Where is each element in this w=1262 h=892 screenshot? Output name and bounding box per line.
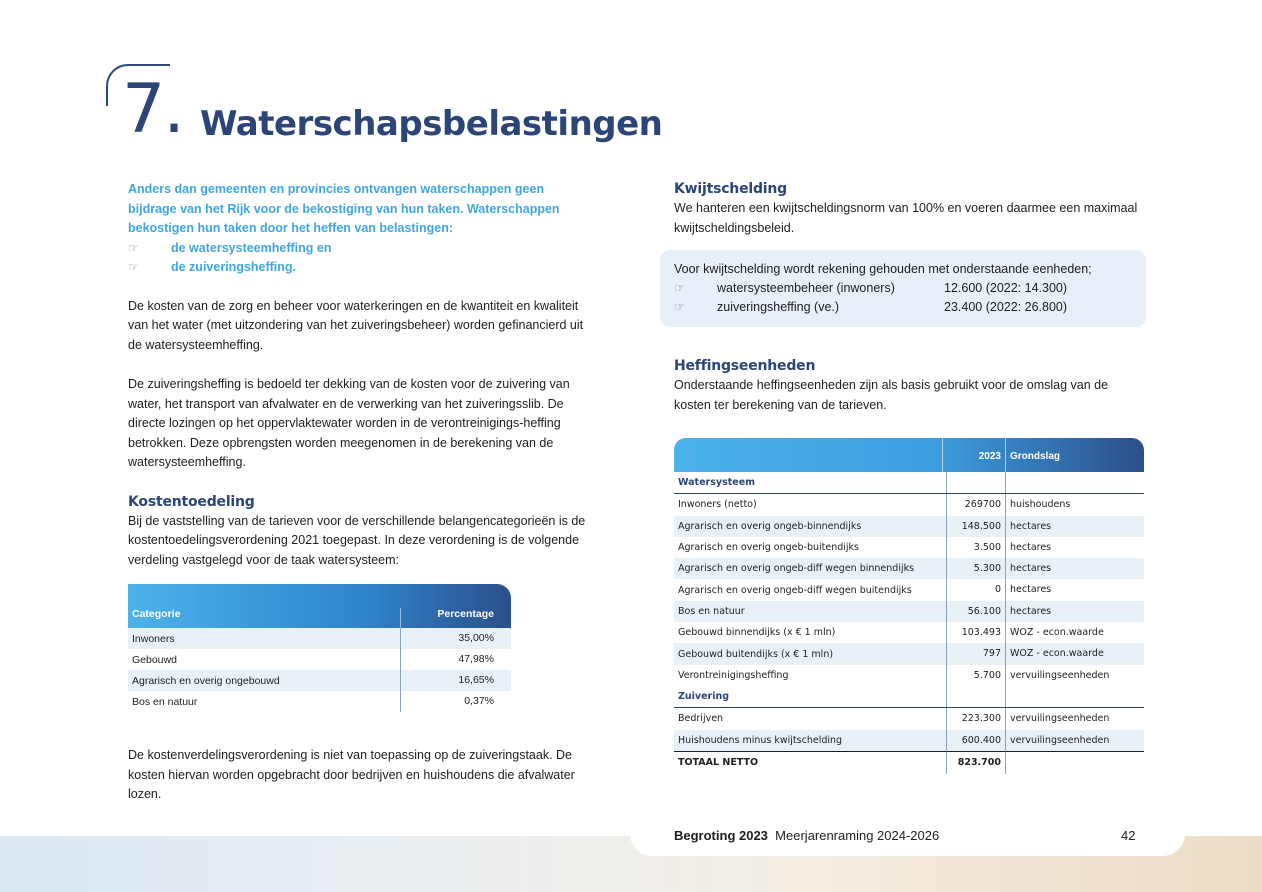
cell-basis [1005,686,1144,707]
pointing-hand-icon: ☞ [674,300,686,314]
cell-basis: hectares [1005,558,1144,579]
infobox-value: 23.400 (2022: 26.800) [944,300,1068,314]
paragraph-kostenverdeling: De kostenverdelingsverordening is niet van toepassing op de zuiveringstaak. De kosten hiervan worden opgebracht door bedrijven en huishoudens die afvalwater lozen. [128,748,575,801]
right-column [674,180,1146,238]
category-table [128,584,511,712]
page-number: 42 [1121,828,1136,843]
cell-label: Watersysteem [678,477,756,489]
intro-text: Anders dan gemeenten en provincies ontvangen waterschappen geen bijdrage van het Rijk voor de bekostiging van hun taken. Waterschappen bekostigen hun taken door het heffen van belastingen: [128,182,560,235]
cell-percentage: 47,98% [400,649,511,670]
cell-value: 0 [946,579,1005,600]
kwijtschelding-infobox [660,250,1146,327]
pointing-hand-icon: ☞ [128,260,139,274]
infobox-label: watersysteembeheer (inwoners) [717,281,895,295]
section-row [674,472,1144,494]
cell-label: Gebouwd buitendijks (x € 1 mln) [678,648,834,660]
cell-value: 797 [946,643,1005,664]
cell-label: Inwoners (netto) [678,499,757,511]
cell-label: Bedrijven [678,713,724,725]
total-row [674,751,1144,773]
heffing-table-body [674,472,1144,773]
cell-value: 148.500 [946,516,1005,537]
heading-heffingseenheden: Heffingseenheden [674,358,816,374]
category-table-header [128,584,511,628]
table-row [674,708,1144,729]
cell-basis: vervuilingseenheden [1005,730,1144,751]
cell-basis: vervuilingseenheden [1005,708,1144,729]
cell-label: Zuivering [678,691,730,703]
section-row [674,686,1144,708]
intro-bullet-text: de zuiveringsheffing. [171,260,297,274]
table-row [128,649,511,670]
cell-percentage: 35,00% [400,628,511,649]
cell-basis: hectares [1005,601,1144,622]
chapter-number: 7. [122,70,183,149]
heffingseenheden-section [674,357,1144,415]
cell-category: Gebouwd [132,653,177,666]
chapter-title: Waterschapsbelastingen [200,104,663,144]
cell-value: 223.300 [946,708,1005,729]
cell-percentage: 0,37% [400,691,511,712]
cell-basis [1005,751,1144,773]
cell-value: 56.100 [946,601,1005,622]
cell-category: Bos en natuur [132,695,198,708]
paragraph-kwijtschelding: We hanteren een kwijtscheldingsnorm van 100% en voeren daarmee een maximaal kwijtscheldingsbeleid. [674,201,1138,235]
cell-label: Agrarisch en overig ongeb-buitendijks [678,542,859,554]
infobox-row [674,298,1092,317]
intro-paragraph [128,180,588,278]
cell-label: TOTAAL NETTO [678,757,759,768]
cell-label: Bos en natuur [678,605,745,617]
cell-basis: huishoudens [1005,494,1144,515]
cell-basis: hectares [1005,579,1144,600]
table-row [674,643,1144,664]
cell-basis [1005,472,1144,493]
paragraph-kostentoedeling: Bij de vaststelling van de tarieven voor de verschillende belangencategorieën is de kostentoedelingsverordening 2021 toegepast. In deze verordening is de volgende verdeling vastgelegd voor de taak watersysteem: [128,513,586,567]
cell-label: Gebouwd binnendijks (x € 1 mln) [678,627,836,639]
header-percentage: Percentage [400,608,511,628]
table-row [674,537,1144,558]
cell-value: 5.700 [946,665,1005,686]
pointing-hand-icon: ☞ [674,281,686,295]
table-row [674,516,1144,537]
intro-bullet [128,239,588,259]
cell-value: 269700 [946,494,1005,515]
cell-value: 5.300 [946,558,1005,579]
cell-basis: WOZ - econ.waarde [1005,622,1144,643]
infobox-intro: Voor kwijtschelding wordt rekening gehouden met onderstaande eenheden; [674,262,1092,276]
paragraph-kosten-zorg: De kosten van de zorg en beheer voor waterkeringen en de kwantiteit en kwaliteit van het water (met uitzondering van het zuiveringsbeheer) worden gefinancierd uit de watersysteemheffing. [128,298,584,352]
footer-subtitle: Meerjarenraming 2024-2026 [775,828,940,843]
table-row [128,628,511,649]
cell-label: Agrarisch en overig ongeb-diff wegen binnendijks [678,563,915,575]
table-row [674,730,1144,751]
intro-bullet [128,258,588,278]
infobox-row [674,279,1092,298]
header-year: 2023 [942,438,1005,472]
table-row [674,622,1144,643]
table-row [674,665,1144,686]
heading-kwijtschelding: Kwijtschelding [674,181,787,197]
header-grondslag: Grondslag [1005,438,1144,472]
heading-kostentoedeling: Kostentoedeling [128,493,255,510]
cell-value: 600.400 [946,730,1005,751]
cell-value: 103.493 [946,622,1005,643]
heffing-table [674,438,1144,773]
table-row [674,579,1144,600]
cell-label: Agrarisch en overig ongeb-diff wegen buitendijks [678,584,912,596]
table-row [674,558,1144,579]
paragraph-heffingseenheden: Onderstaande heffingseenheden zijn als basis gebruikt voor de omslag van de kosten ter berekening van de tarieven. [674,378,1109,412]
infobox-value: 12.600 (2022: 14.300) [944,281,1068,295]
table-row [674,601,1144,622]
cell-label: Agrarisch en overig ongeb-binnendijks [678,520,862,532]
table-row [128,691,511,712]
paragraph-zuiveringsheffing: De zuiveringsheffing is bedoeld ter dekking van de kosten voor de zuivering van water, het transport van afvalwater en de verwerking van het zuiveringsslib. De directe lozingen op het oppervlaktewater worden in de verontreinigings-heffing betrokken. Deze opbrengsten worden meegenomen in de berekening van de watersysteemheffing. [128,377,570,469]
left-column [128,180,588,570]
intro-bullet-text: de watersysteemheffing en [171,240,332,255]
pointing-hand-icon: ☞ [128,240,139,255]
footer-title: Begroting 2023 [674,828,768,843]
cell-value: 823.700 [946,751,1005,773]
cell-value [946,686,1005,707]
cell-label: Verontreinigingsheffing [678,669,789,681]
infobox-label: zuiveringsheffing (ve.) [717,300,840,314]
cell-basis: WOZ - econ.waarde [1005,643,1144,664]
cell-category: Inwoners [132,632,175,645]
cell-label: Huishoudens minus kwijtschelding [678,734,843,746]
cell-basis: vervuilingseenheden [1005,665,1144,686]
table-row [674,494,1144,515]
header-categorie: Categorie [132,608,181,620]
cell-basis: hectares [1005,516,1144,537]
cell-basis: hectares [1005,537,1144,558]
heffing-table-header [674,438,1144,472]
footer-text [674,828,939,843]
cell-value [946,472,1005,493]
cell-category: Agrarisch en overig ongebouwd [132,674,280,687]
cell-percentage: 16,65% [400,670,511,691]
cell-value: 3.500 [946,537,1005,558]
table-row [128,670,511,691]
